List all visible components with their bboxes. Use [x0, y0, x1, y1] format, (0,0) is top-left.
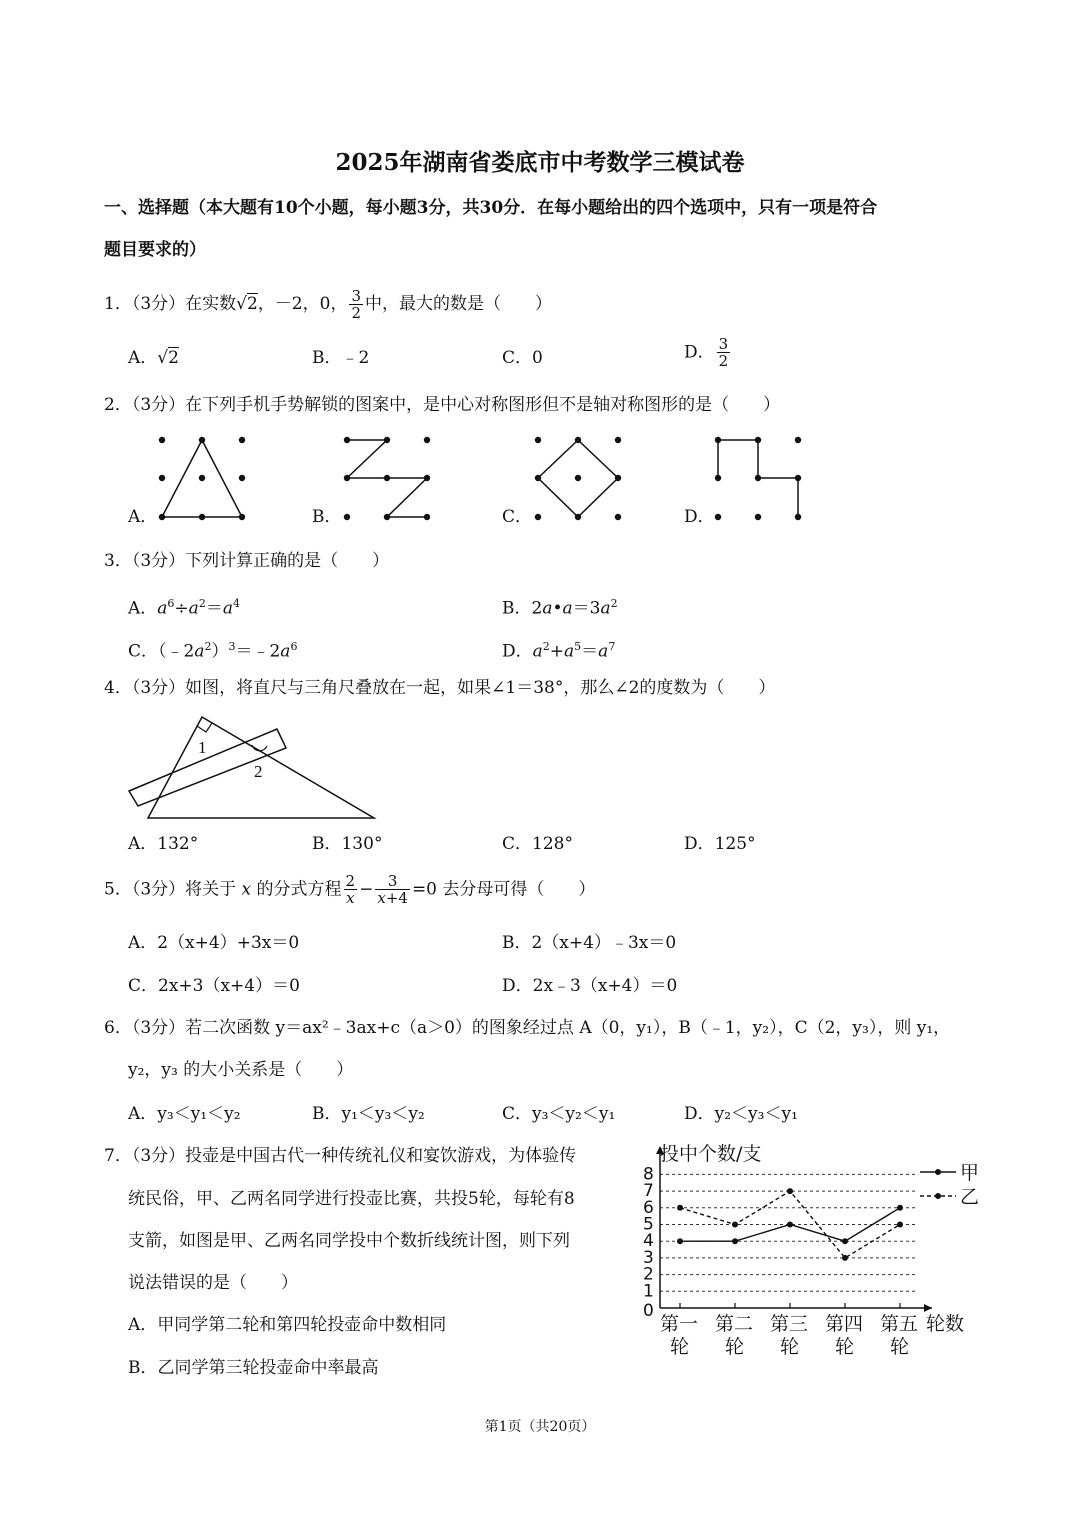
angle-label-1: 1	[198, 738, 207, 757]
data-point	[677, 1238, 683, 1244]
x-tick-label: 第五	[880, 1313, 919, 1335]
q5-option-c: C．2x+3（x+4）＝0	[128, 976, 300, 996]
question-2: 2．（3分）在下列手机手势解锁的图案中，是中心对称图形但不是轴对称图形的是（ ）	[104, 395, 781, 415]
question-4: 4．（3分）如图，将直尺与三角尺叠放在一起，如果∠1＝38°，那么∠2的度数为（ ）	[104, 678, 776, 698]
x-tick-label: 轮	[725, 1336, 745, 1358]
q6-option-b: B．y₁＜y₃＜y₂	[312, 1104, 425, 1124]
q2-option-c: C．	[502, 507, 533, 527]
question-7-line2: 统民俗，甲、乙两名同学进行投壶比赛，共投5轮，每轮有8	[128, 1189, 575, 1209]
x-tick-label: 轮	[670, 1336, 690, 1358]
y-tick-label: 8	[643, 1164, 654, 1185]
q3-option-b: B．$2a•a=3a^2$	[502, 597, 618, 619]
q2-option-a: A．	[128, 507, 158, 527]
q5-option-a: A．2（x+4）+3x＝0	[128, 933, 300, 953]
question-6: 6．（3分）若二次函数 y＝ax²﹣3ax+c（a＞0）的图象经过点 A（0，y₁），B（﹣1，y₂），C（2，y₃），则 y₁，	[104, 1018, 951, 1038]
q5-option-d: D．2x﹣3（x+4）＝0	[502, 976, 678, 996]
data-point	[787, 1188, 793, 1194]
q1-option-b: B．﹣2	[312, 348, 370, 368]
q4-option-c: C．128°	[502, 834, 573, 854]
fraction: $\frac{3}{2}$	[351, 287, 361, 322]
data-point	[677, 1205, 683, 1211]
y-tick-label: 3	[643, 1247, 654, 1268]
question-3: 3．（3分）下列计算正确的是（ ）	[104, 551, 390, 571]
q1-option-c: C．0	[502, 348, 543, 368]
q2-option-b: B．	[312, 507, 342, 527]
data-point	[842, 1255, 848, 1261]
x-tick-label: 轮	[835, 1336, 855, 1358]
q3-option-c: C．$(﹣2a^2)^3=﹣2a^6$	[128, 640, 298, 662]
y-tick-label: 5	[643, 1214, 654, 1235]
q6-option-d: D．y₂＜y₃＜y₁	[684, 1104, 798, 1124]
q7-option-a: A．甲同学第二轮和第四轮投壶命中数相同	[128, 1315, 447, 1335]
y-tick-label: 7	[643, 1181, 654, 1202]
data-point	[897, 1205, 903, 1211]
x-tick-label: 第四	[825, 1313, 864, 1335]
legend-label: 乙	[960, 1186, 980, 1208]
angle-label-2: 2	[254, 762, 263, 781]
line-chart	[620, 1138, 990, 1363]
q4-option-b: B．130°	[312, 834, 383, 854]
q6-option-c: C．y₃＜y₂＜y₁	[502, 1104, 616, 1124]
x-tick-label: 第三	[770, 1313, 809, 1335]
page-footer: 第1页（共20页）	[484, 1419, 596, 1435]
q3-option-d: D．$a^2+a^5=a^7$	[502, 640, 616, 662]
q3-option-a: A．$a^6\div a^2=a^4$	[128, 597, 240, 619]
q5-option-b: B．2（x+4）﹣3x＝0	[502, 933, 677, 953]
data-point	[732, 1222, 738, 1228]
question-6-cont: y₂，y₃ 的大小关系是（ ）	[128, 1060, 354, 1080]
section-heading-cont: 题目要求的）	[104, 240, 206, 260]
question-7: 7．（3分）投壶是中国古代一种传统礼仪和宴饮游戏，为体验传	[104, 1146, 577, 1166]
q7-option-b: B．乙同学第三轮投壶命中率最高	[128, 1358, 379, 1378]
x-tick-label: 第一	[660, 1313, 699, 1335]
pattern-d-figure	[706, 430, 816, 530]
question-1: 1．（3分）在实数√2，－2，0， $\frac{3}{2}$ 中，最大的数是（ ）	[104, 287, 552, 322]
question-5: 5．（3分）将关于 x 的分式方程 $\frac{2}{x}$ − $\frac{3}{x+4}$ =0 去分母可得（ ）	[104, 872, 596, 907]
q4-option-a: A．132°	[128, 834, 199, 854]
pattern-a-figure	[150, 430, 260, 530]
x-tick-label: 第二	[715, 1313, 754, 1335]
section-heading: 一、选择题（本大题有10个小题，每小题3分，共30分．在每小题给出的四个选项中，只有一项是符合	[104, 198, 878, 218]
pattern-c-figure	[526, 430, 636, 530]
data-point	[732, 1238, 738, 1244]
x-tick-label: 轮	[780, 1336, 800, 1358]
q1-option-a: A．√2	[128, 348, 179, 368]
ruler-triangle-figure	[120, 705, 385, 825]
x-axis-label: 轮数	[926, 1313, 965, 1335]
question-7-line3: 支箭，如图是甲、乙两名同学投中个数折线统计图，则下列	[128, 1231, 570, 1251]
legend-marker	[935, 1193, 941, 1199]
sqrt-symbol: √2	[236, 294, 258, 314]
y-tick-label: 1	[643, 1281, 654, 1302]
q1-option-d: D． $\frac{3}{2}$	[684, 335, 729, 370]
q2-option-d: D．	[684, 507, 715, 527]
y-tick-label: 4	[643, 1231, 654, 1252]
y-axis-label: 投中个数/支	[660, 1143, 762, 1165]
x-tick-label: 轮	[890, 1336, 910, 1358]
data-point	[897, 1222, 903, 1228]
q6-option-a: A．y₃＜y₁＜y₂	[128, 1104, 241, 1124]
legend-label: 甲	[960, 1162, 980, 1184]
y-tick-label: 6	[643, 1197, 654, 1218]
y-tick-label: 2	[643, 1264, 654, 1285]
page-title: 2025年湖南省娄底市中考数学三模试卷	[335, 149, 745, 176]
data-point	[842, 1238, 848, 1244]
pattern-b-figure	[335, 430, 445, 530]
q4-option-d: D．125°	[684, 834, 756, 854]
question-7-line4: 说法错误的是（ ）	[128, 1273, 298, 1293]
data-point	[787, 1222, 793, 1228]
legend-marker	[935, 1169, 941, 1175]
x-axis-arrow	[924, 1304, 932, 1312]
y-tick-label: 0	[643, 1301, 654, 1321]
